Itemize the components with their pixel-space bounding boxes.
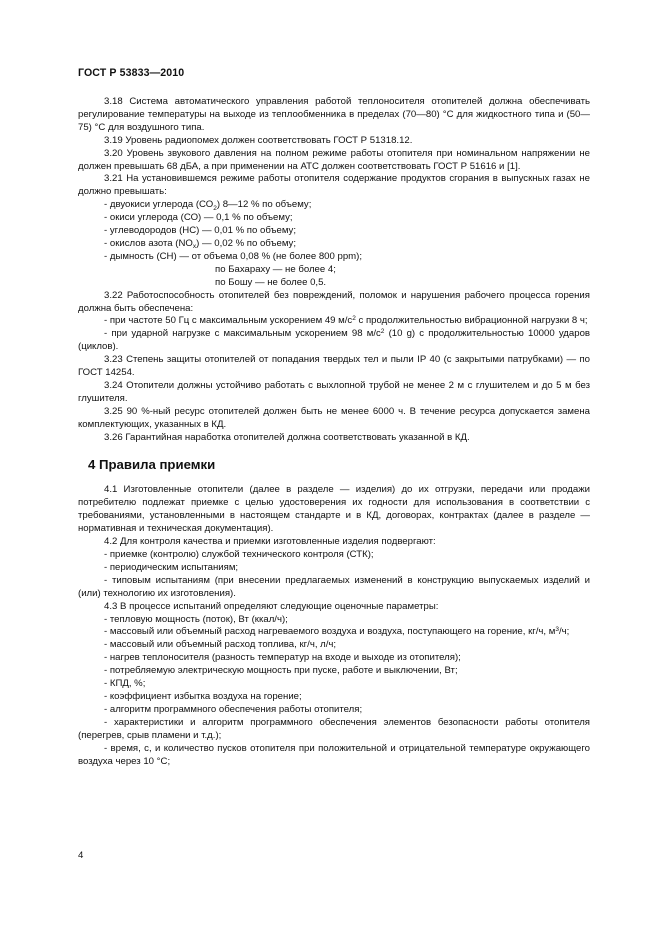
list-item-hc: - углеводородов (НС) — 0,01 % по объему; bbox=[104, 225, 296, 237]
list-item-type-tests: - типовым испытаниям (при внесении предлагаемых изменений в конструкцию выпускаемых изделий и (или) технологию их изготовления). bbox=[78, 574, 590, 599]
list-item-smoke-bacharach: по Бахараху — не более 4; bbox=[215, 263, 336, 275]
list-item-efficiency: - КПД, %; bbox=[104, 678, 146, 690]
list-item-excess-air: - коэффициент избытка воздуха на горение; bbox=[104, 690, 302, 702]
clause-3-18: 3.18 Система автоматического управления работой теплоносителя отопителей должна обеспечивать регулирование температуры на выходе из теплообменника в пределах (70—80) °С для жидкостного типа и (50—75) °С для воздушного типа. bbox=[78, 96, 590, 133]
clause-3-24: 3.24 Отопители должны устойчиво работать с выхлопной трубой не менее 2 м с глушителем и до 5 м без глушителя. bbox=[78, 379, 590, 404]
clause-3-21: 3.21 На установившемся режиме работы отопителя содержание продуктов сгорания в выпускных газах не должно превышать: bbox=[78, 173, 590, 198]
list-item-shock: - при ударной нагрузке с максимальным ускорением 98 $м/с^2$ (10 g) с продолжительностью 10000 ударов (циклов). bbox=[78, 327, 591, 353]
list-item-safety: - характеристики и алгоритм программного обеспечения элементов безопасности работы отопителя (перегрев, срыв пламени и т.д.); bbox=[78, 716, 590, 741]
clause-3-25: 3.25 90 %-ный ресурс отопителей должен быть не менее 6000 ч. В течение ресурса допускается замена комплектующих, указанных в КД. bbox=[78, 405, 590, 430]
document-body bbox=[78, 96, 590, 768]
clause-3-22: 3.22 Работоспособность отопителей без повреждений, поломок и нарушения рабочего процесса горения должна быть обеспечена: bbox=[78, 289, 590, 314]
list-item-co2: - двуокиси углерода $(СО_2)$ 8—12 % по объему; bbox=[104, 199, 312, 212]
clause-3-19: 3.19 Уровень радиопомех должен соответствовать ГОСТ Р 51318.12. bbox=[104, 134, 413, 146]
list-item-nox: - окислов азота $(NO_x)$ — 0,02 % по объему; bbox=[104, 237, 296, 251]
list-item-smoke: - дымность (СН) — от объема 0,08 % (не более 800 ppm); bbox=[104, 250, 363, 262]
list-item-heat-output: - тепловую мощность (поток), Вт (ккал/ч); bbox=[104, 613, 288, 625]
list-item-coolant-heating: - нагрев теплоносителя (разность температур на входе и выходе из отопителя); bbox=[104, 652, 461, 664]
clause-3-20: 3.20 Уровень звукового давления на полном режиме работы отопителя при номинальном напряжении не должен превышать 68 дБА, а при применении на АТС должен соответствовать ГОСТ Р 51616 и [1]. bbox=[78, 147, 590, 172]
clause-4-2: 4.2 Для контроля качества и приемки изготовленные изделия подвергают: bbox=[104, 536, 436, 548]
list-item-air-flow: - массовый или объемный расход нагреваемого воздуха и воздуха, поступающего на горение, кг/ч, $м^3/ч$; bbox=[104, 625, 570, 638]
list-item-acceptance: - приемке (контролю) службой технического контроля (СТК); bbox=[104, 549, 374, 560]
list-item-smoke-bosch: по Бошу — не более 0,5. bbox=[215, 276, 327, 288]
list-item-co: - окиси углерода (СО) — 0,1 % по объему; bbox=[104, 212, 293, 224]
clause-3-26: 3.26 Гарантийная наработка отопителей должна соответствовать указанной в КД. bbox=[104, 431, 470, 443]
list-item-power: - потребляемую электрическую мощность при пуске, работе и выключении, Вт; bbox=[104, 665, 458, 677]
page-number: 4 bbox=[78, 850, 84, 861]
list-item-starts: - время, с, и количество пусков отопителя при положительной и отрицательной температуре окружающего воздуха через 10 °С; bbox=[78, 742, 590, 767]
list-item-vibration: - при частоте 50 Гц с максимальным ускорением 49 $м/с^2$ с продолжительностью вибрационной нагрузки 8 ч; bbox=[104, 314, 588, 327]
list-item-algorithm: - алгоритм программного обеспечения работы отопителя; bbox=[104, 703, 363, 715]
list-item-fuel-flow: - массовый или объемный расход топлива, кг/ч, л/ч; bbox=[104, 639, 337, 651]
list-item-periodic: - периодическим испытаниям; bbox=[104, 561, 239, 573]
section-4-heading: 4 Правила приемки bbox=[88, 457, 216, 473]
document-header: ГОСТ Р 53833—2010 bbox=[78, 67, 185, 79]
clause-4-1: 4.1 Изготовленные отопители (далее в разделе — изделия) до их отгрузки, передачи или продажи потребителю подлежат приемке с целью удостоверения их годности для использования в соответствии с требованиями, установленными в настоящем стандарте и в КД, договорах, контрактах (далее в разделе — нормативная и техническая документация). bbox=[78, 484, 590, 535]
clause-3-23: 3.23 Степень защиты отопителей от попадания твердых тел и пыли IP 40 (с закрытыми патрубками) — по ГОСТ 14254. bbox=[78, 354, 590, 379]
clause-4-3: 4.3 В процессе испытаний определяют следующие оценочные параметры: bbox=[104, 600, 439, 612]
